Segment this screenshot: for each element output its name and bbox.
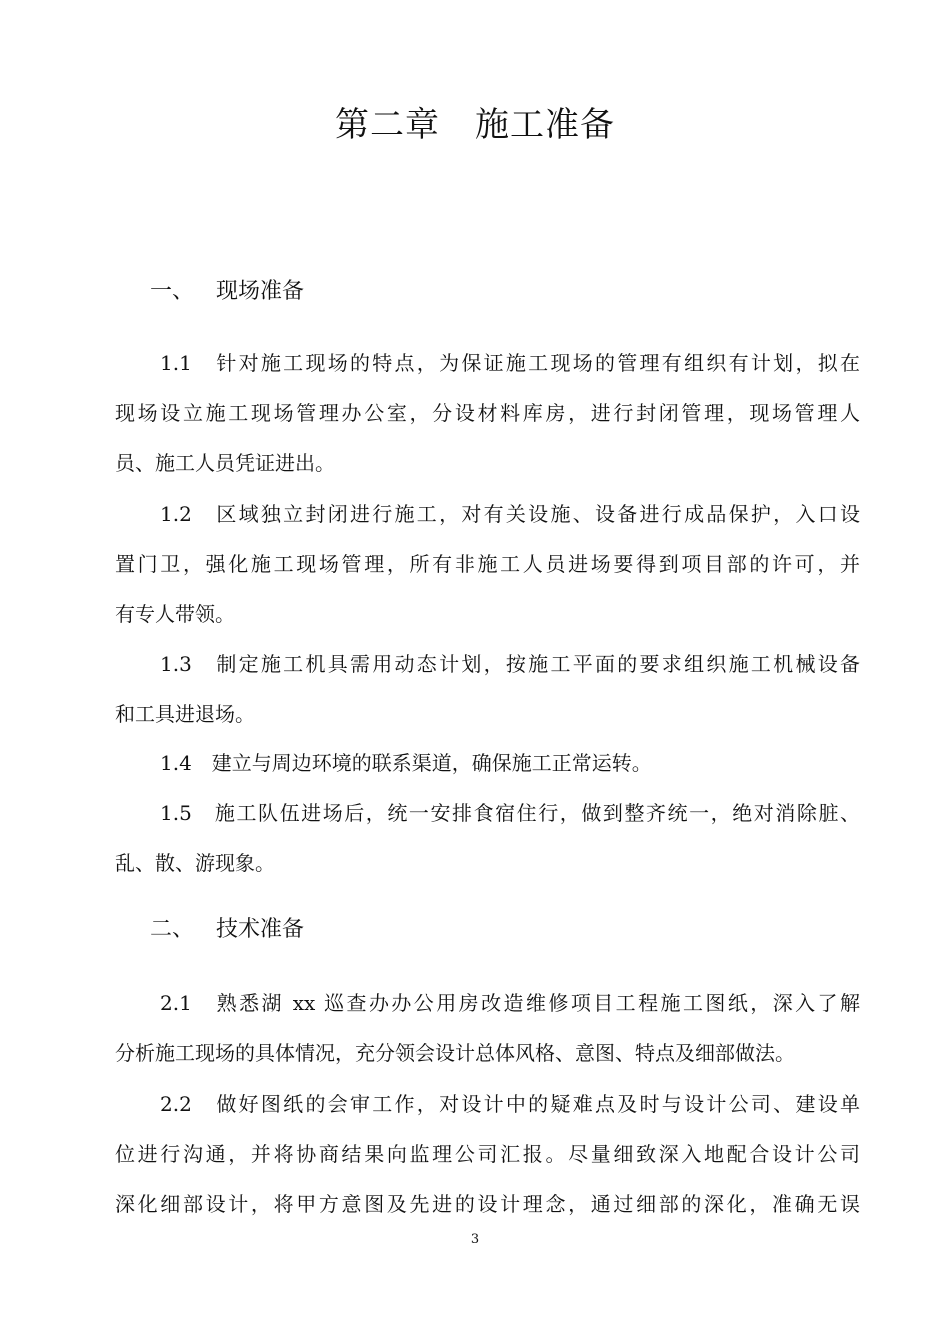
paragraph-line: 位进行沟通，并将协商结果向监理公司汇报。尽量细致深入地配合设计公司 [115, 1142, 860, 1166]
paragraph-line: 置门卫，强化施工现场管理，所有非施工人员进场要得到项目部的许可，并 [115, 552, 860, 576]
chapter-title: 第二章 施工准备 [335, 105, 615, 145]
paragraph-line: 和工具进退场。 [115, 702, 255, 726]
paragraph-line: 1.4 建立与周边环境的联系渠道，确保施工正常运转。 [160, 751, 652, 775]
paragraph-line: 2.1 熟悉湖 xx 巡查办办公用房改造维修项目工程施工图纸，深入了解 [160, 991, 860, 1015]
paragraph-line: 员、施工人员凭证进出。 [115, 451, 335, 475]
paragraph-line: 2.2 做好图纸的会审工作，对设计中的疑难点及时与设计公司、建设单 [160, 1092, 860, 1116]
paragraph-line: 1.3 制定施工机具需用动态计划，按施工平面的要求组织施工机械设备 [160, 652, 860, 676]
paragraph-line: 深化细部设计，将甲方意图及先进的设计理念，通过细部的深化，准确无误 [115, 1192, 860, 1216]
paragraph-line: 1.5 施工队伍进场后，统一安排食宿住行，做到整齐统一，绝对消除脏、 [160, 801, 860, 825]
paragraph-line: 有专人带领。 [115, 602, 235, 626]
section-heading-1 [150, 277, 304, 307]
page-number: 3 [470, 1232, 480, 1247]
section-title: 现场准备 [216, 279, 305, 304]
paragraph-line: 1.1 针对施工现场的特点，为保证施工现场的管理有组织有计划，拟在 [160, 351, 860, 375]
section-title: 技术准备 [216, 917, 305, 942]
paragraph-line: 1.2 区域独立封闭进行施工，对有关设施、设备进行成品保护，入口设 [160, 502, 860, 526]
section-heading-2 [150, 915, 304, 945]
paragraph-line: 现场设立施工现场管理办公室，分设材料库房，进行封闭管理，现场管理人 [115, 401, 860, 425]
section-number: 一、 [150, 279, 195, 304]
paragraph-line: 分析施工现场的具体情况，充分领会设计总体风格、意图、特点及细部做法。 [115, 1041, 795, 1065]
section-number: 二、 [150, 917, 195, 942]
paragraph-line: 乱、散、游现象。 [115, 851, 275, 875]
